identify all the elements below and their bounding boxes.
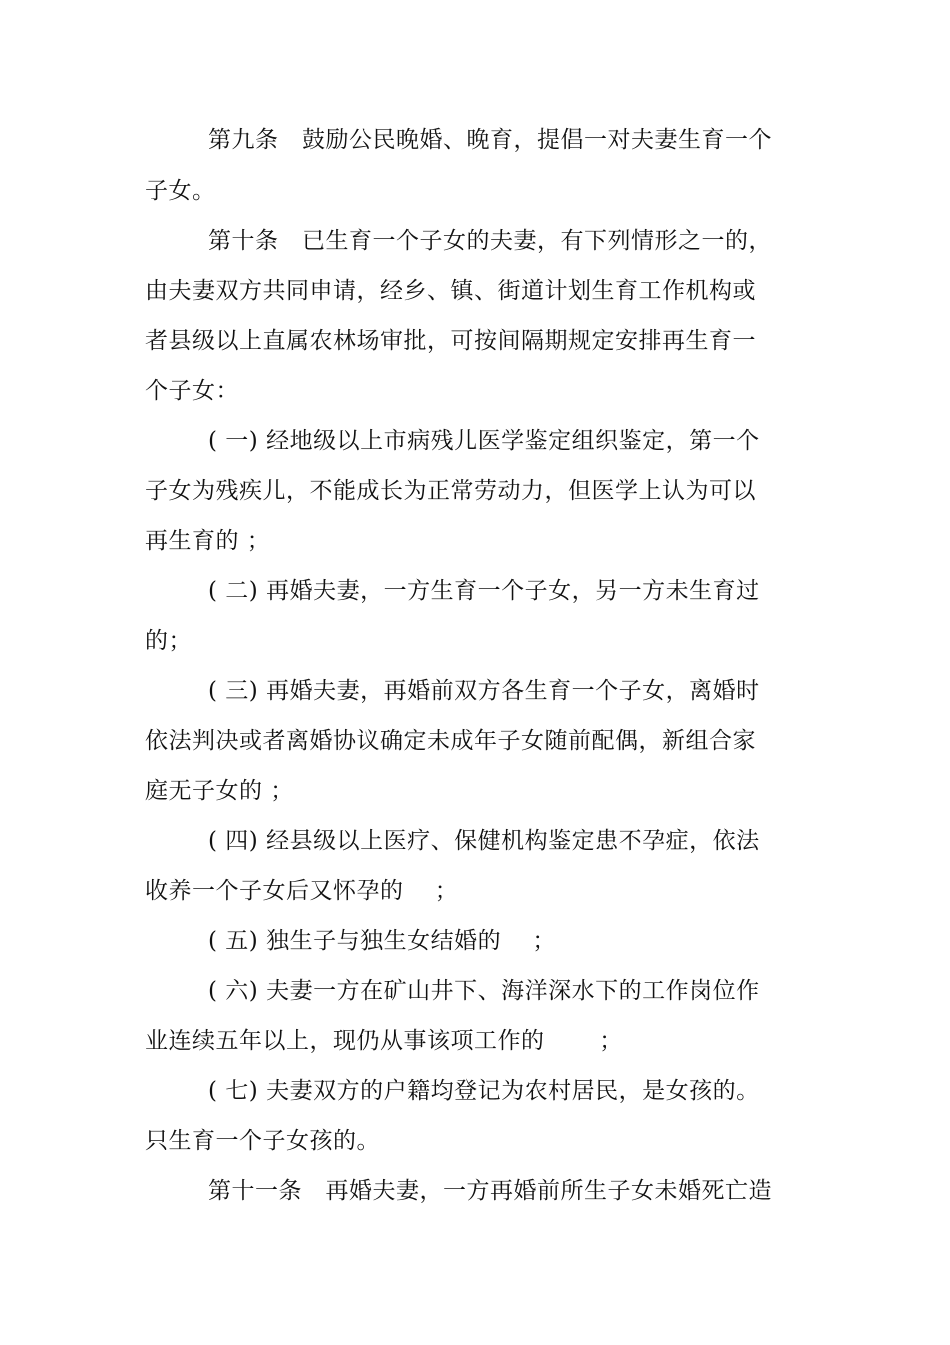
text-line: 收养一个子女后又怀孕的 ； — [145, 878, 459, 904]
text-line: ( 七) 夫妻双方的户籍均登记为农村居民，是女孩的。 — [208, 1078, 760, 1104]
text-line: ( 六) 夫妻一方在矿山井下、海洋深水下的工作岗位作 — [208, 978, 760, 1004]
text-line: 子女为残疾儿，不能成长为正常劳动力，但医学上认为可以 — [145, 478, 756, 504]
text-line: 第十条 已生育一个子女的夫妻，有下列情形之一的， — [208, 228, 772, 254]
text-line: 业连续五年以上，现仍从事该项工作的 ； — [145, 1028, 623, 1054]
text-line: ( 五) 独生子与独生女结婚的 ； — [208, 928, 556, 954]
text-line: ( 一) 经地级以上市病残儿医学鉴定组织鉴定，第一个 — [208, 428, 760, 454]
text-line: 只生育一个子女孩的。 — [145, 1128, 380, 1154]
text-line: 个子女： — [145, 378, 239, 404]
text-line: 由夫妻双方共同申请，经乡、镇、街道计划生育工作机构或 — [145, 278, 756, 304]
text-line: 再生育的 ； — [145, 528, 271, 554]
text-line: ( 三) 再婚夫妻，再婚前双方各生育一个子女，离婚时 — [208, 678, 760, 704]
text-line: 依法判决或者离婚协议确定未成年子女随前配偶，新组合家 — [145, 728, 756, 754]
text-line: 庭无子女的 ； — [145, 778, 294, 804]
text-line: 的； — [145, 628, 192, 654]
text-line: ( 四) 经县级以上医疗、保健机构鉴定患不孕症，依法 — [208, 828, 760, 854]
text-line: 子女。 — [145, 178, 216, 204]
text-line: 第十一条 再婚夫妻，一方再婚前所生子女未婚死亡造 — [208, 1178, 772, 1204]
text-line: 者县级以上直属农林场审批，可按间隔期规定安排再生育一 — [145, 328, 756, 354]
text-line: 第九条 鼓励公民晚婚、晚育，提倡一对夫妻生育一个 — [208, 127, 772, 153]
text-line: ( 二) 再婚夫妻，一方生育一个子女，另一方未生育过 — [208, 578, 760, 604]
